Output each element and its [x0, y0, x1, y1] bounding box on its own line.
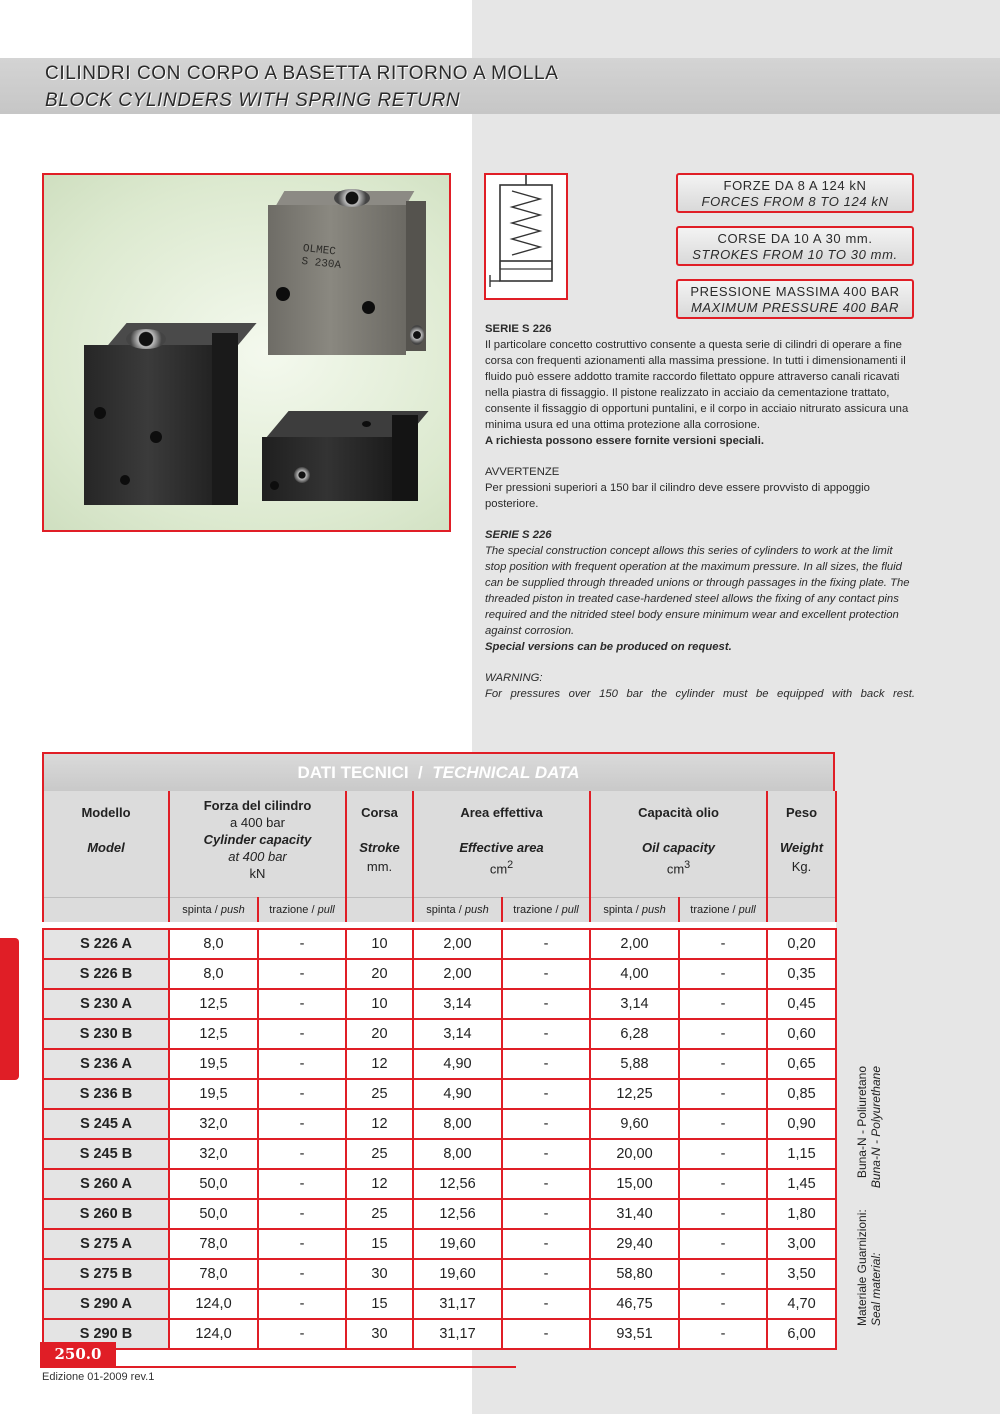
- cell-model: S 236 A: [43, 1049, 169, 1079]
- sub-slash: /: [211, 904, 221, 916]
- cell-stroke: 20: [346, 959, 413, 989]
- spec-pressure-en: MAXIMUM PRESSURE 400 BAR: [690, 300, 899, 315]
- cell-pull: -: [258, 1049, 346, 1079]
- header-stroke: [346, 791, 413, 898]
- cylinder-block-front: [268, 205, 406, 355]
- cell-push: 12,5: [169, 989, 258, 1019]
- piston-ring: [334, 189, 370, 207]
- header-oil: Capacità olio Oil capacity $cm^3$: [590, 791, 767, 898]
- cell-pull: -: [258, 1109, 346, 1139]
- sub-pull-en: pull: [317, 904, 335, 916]
- cell-area-pull: -: [502, 1049, 590, 1079]
- seal-material-note: [855, 1066, 883, 1326]
- cell-area-pull: -: [502, 989, 590, 1019]
- table-row: [43, 959, 836, 989]
- cell-pull: -: [258, 1019, 346, 1049]
- sub-slash: /: [552, 904, 562, 916]
- table-row: [43, 1169, 836, 1199]
- header-area-unit: cm: [489, 861, 508, 877]
- cell-push: 19,5: [169, 1079, 258, 1109]
- table-row: [43, 989, 836, 1019]
- table-row: [43, 1049, 836, 1079]
- section-tab: [0, 938, 19, 1080]
- cell-push: 32,0: [169, 1109, 258, 1139]
- cell-stroke: 10: [346, 929, 413, 959]
- sub-push-en: push: [220, 904, 245, 916]
- cell-area-push: 4,90: [413, 1049, 502, 1079]
- cell-oil-push: 31,40: [590, 1199, 679, 1229]
- cell-oil-pull: -: [679, 1079, 767, 1109]
- cell-stroke: 30: [346, 1319, 413, 1349]
- header-weight-unit: Kg.: [791, 859, 812, 874]
- header-oil-unit: cm: [666, 861, 685, 877]
- header-force: [169, 791, 346, 898]
- table-row: [43, 929, 836, 959]
- header-force-unit: kN: [249, 866, 266, 881]
- table-row: [43, 1019, 836, 1049]
- special-versions-en: Special versions can be produced on request.: [485, 641, 732, 653]
- cell-pull: -: [258, 1139, 346, 1169]
- cell-oil-push: 9,60: [590, 1109, 679, 1139]
- cell-push: 78,0: [169, 1229, 258, 1259]
- cell-model: S 236 B: [43, 1079, 169, 1109]
- stamp-line-2: S 230A: [300, 255, 342, 273]
- subheader-empty: [767, 898, 836, 923]
- header-weight: [767, 791, 836, 898]
- table-header-row: [43, 791, 836, 898]
- edition-text: Edizione 01-2009 rev.1: [42, 1371, 155, 1383]
- cell-model: S 290 B: [43, 1319, 169, 1349]
- header-force-it-sub: a 400 bar: [230, 815, 285, 830]
- cell-area-pull: -: [502, 1319, 590, 1349]
- series-heading-it: SERIE S 226: [485, 323, 552, 335]
- cell-oil-push: 3,14: [590, 989, 679, 1019]
- cell-stroke: 15: [346, 1289, 413, 1319]
- cell-oil-pull: -: [679, 1109, 767, 1139]
- cell-area-pull: -: [502, 1259, 590, 1289]
- description-italian: [485, 321, 915, 512]
- cell-model: S 290 A: [43, 1289, 169, 1319]
- cell-oil-push: 15,00: [590, 1169, 679, 1199]
- cell-model: S 275 A: [43, 1229, 169, 1259]
- spec-pressure: [676, 279, 914, 319]
- cell-pull: -: [258, 1199, 346, 1229]
- mounting-hole: [362, 301, 375, 314]
- cell-pull: -: [258, 1319, 346, 1349]
- subheader-pull: [258, 898, 346, 923]
- cell-area-push: 3,14: [413, 1019, 502, 1049]
- mounting-hole: [270, 481, 279, 490]
- spring-return-cylinder-icon: [486, 175, 566, 298]
- technical-data-table: [42, 752, 835, 1350]
- cell-weight: 3,50: [767, 1259, 836, 1289]
- spec-strokes-en: STROKES FROM 10 TO 30 mm.: [692, 247, 898, 262]
- subheader-pull: [502, 898, 590, 923]
- cell-pull: -: [258, 1079, 346, 1109]
- caption-italian: DATI TECNICI: [297, 763, 409, 782]
- cell-area-push: 31,17: [413, 1289, 502, 1319]
- header-model-en: Model: [87, 840, 125, 855]
- sub-push-it: spinta: [603, 904, 633, 916]
- description-english: [485, 527, 915, 702]
- mounting-hole: [276, 287, 290, 301]
- cell-stroke: 30: [346, 1259, 413, 1289]
- page-title-italian: CILINDRI CON CORPO A BASETTA RITORNO A MOLLA: [45, 63, 559, 84]
- cell-oil-pull: -: [679, 1169, 767, 1199]
- cylinder-block-front: [262, 437, 392, 501]
- cell-stroke: 12: [346, 1049, 413, 1079]
- cell-oil-pull: -: [679, 929, 767, 959]
- cell-area-pull: -: [502, 1169, 590, 1199]
- cell-area-pull: -: [502, 1139, 590, 1169]
- cell-push: 124,0: [169, 1319, 258, 1349]
- header-force-en: Cylinder capacity: [203, 832, 312, 847]
- cell-area-push: 12,56: [413, 1199, 502, 1229]
- table-row: [43, 1109, 836, 1139]
- table-subheader-row: [43, 898, 836, 923]
- cell-area-pull: -: [502, 1229, 590, 1259]
- page-number: 250.0: [40, 1342, 116, 1366]
- cell-push: 19,5: [169, 1049, 258, 1079]
- piston-ring: [126, 329, 166, 349]
- cell-pull: -: [258, 989, 346, 1019]
- mounting-hole: [120, 475, 130, 485]
- table-row: [43, 1259, 836, 1289]
- cell-model: S 245 A: [43, 1109, 169, 1139]
- cell-oil-push: 58,80: [590, 1259, 679, 1289]
- cell-oil-pull: -: [679, 1259, 767, 1289]
- page-title-english: BLOCK CYLINDERS WITH SPRING RETURN: [45, 90, 461, 111]
- mounting-hole: [362, 421, 371, 427]
- sub-pull-it: trazione: [513, 904, 553, 916]
- sub-pull-en: pull: [561, 904, 579, 916]
- cell-stroke: 20: [346, 1019, 413, 1049]
- cell-push: 50,0: [169, 1169, 258, 1199]
- gap-cell: [43, 922, 836, 929]
- series-heading-en: SERIE S 226: [485, 529, 552, 541]
- description-body-it: Il particolare concetto costruttivo consente a questa serie di cilindri di operare a fine corsa con frequenti azionamenti alla massima pressione. In tutti i dimensionamenti il fluido può essere addotto tramite raccordo filettato oppure attraverso canali ricavati nella piastra di fissaggio. Il pistone realizzato in acciaio da cementazione trattato, consente il fissaggio di opportuni puntalini, e il corpo in acciaio nitrurato assicura una minima usura ed una ottima protezione alla corrosione.: [485, 339, 909, 431]
- cell-model: S 260 B: [43, 1199, 169, 1229]
- cell-weight: 4,70: [767, 1289, 836, 1319]
- table-gap-row: [43, 922, 836, 929]
- cell-model: S 226 B: [43, 959, 169, 989]
- cell-weight: 0,45: [767, 989, 836, 1019]
- sub-slash: /: [729, 904, 739, 916]
- product-stamp: [301, 243, 343, 273]
- header-weight-en: Weight: [779, 840, 824, 855]
- subheader-pull: [679, 898, 767, 923]
- table-caption: [42, 752, 835, 791]
- subheader-empty: [346, 898, 413, 923]
- sub-pull-en: pull: [738, 904, 756, 916]
- cell-stroke: 10: [346, 989, 413, 1019]
- warning-title-it: AVVERTENZE: [485, 466, 560, 478]
- warning-text-en: For pressures over 150 bar the cylinder must be equipped with back rest.: [485, 688, 915, 700]
- cell-push: 124,0: [169, 1289, 258, 1319]
- cell-stroke: 15: [346, 1229, 413, 1259]
- sub-push-it: spinta: [426, 904, 456, 916]
- description-body-en: The special construction concept allows this series of cylinders to work at the limit stop position with frequent operation at the maximum pressure. In all sizes, the fluid can be supplied through threaded unions or through passages in the fixing plate. The threaded piston in treated case-hardened steel allows the fixing of any contact pins required and the nitrided steel body ensure minimum wear and excellent protection against corrosion.: [485, 545, 910, 637]
- spec-forces: [676, 173, 914, 213]
- cell-stroke: 12: [346, 1169, 413, 1199]
- sub-pull-it: trazione: [269, 904, 309, 916]
- cell-oil-pull: -: [679, 1319, 767, 1349]
- cell-weight: 0,65: [767, 1049, 836, 1079]
- stamp-line-1: OLMEC: [302, 243, 337, 259]
- cell-weight: 3,00: [767, 1229, 836, 1259]
- cell-model: S 275 B: [43, 1259, 169, 1289]
- cylinder-block-side: [392, 415, 418, 501]
- subheader-empty: [43, 898, 169, 923]
- mounting-hole: [150, 431, 162, 443]
- cell-stroke: 25: [346, 1199, 413, 1229]
- cell-model: S 245 B: [43, 1139, 169, 1169]
- header-stroke-it: Corsa: [361, 805, 398, 820]
- cell-stroke: 12: [346, 1109, 413, 1139]
- cell-pull: -: [258, 1229, 346, 1259]
- spec-pressure-it: PRESSIONE MASSIMA 400 BAR: [690, 284, 900, 299]
- spec-strokes-it: CORSE DA 10 A 30 mm.: [717, 231, 873, 246]
- table-body: [43, 922, 836, 1349]
- cell-weight: 0,20: [767, 929, 836, 959]
- spec-forces-it: FORZE DA 8 A 124 kN: [723, 178, 867, 193]
- cell-oil-pull: -: [679, 1139, 767, 1169]
- table-row: [43, 1289, 836, 1319]
- sub-slash: /: [632, 904, 642, 916]
- cell-oil-push: 5,88: [590, 1049, 679, 1079]
- seal-value-it: Buna-N - Poliuretano: [855, 1066, 869, 1179]
- cell-weight: 0,90: [767, 1109, 836, 1139]
- cell-oil-pull: -: [679, 1019, 767, 1049]
- cell-area-pull: -: [502, 929, 590, 959]
- caption-separator: /: [418, 763, 423, 782]
- subheader-push: [413, 898, 502, 923]
- cell-area-push: 3,14: [413, 989, 502, 1019]
- cell-push: 12,5: [169, 1019, 258, 1049]
- cell-area-pull: -: [502, 1019, 590, 1049]
- table-row: [43, 1319, 836, 1349]
- cell-area-push: 12,56: [413, 1169, 502, 1199]
- header-area-en: Effective area: [459, 840, 544, 855]
- cell-oil-push: 12,25: [590, 1079, 679, 1109]
- header-stroke-en: Stroke: [359, 840, 400, 855]
- cell-pull: -: [258, 959, 346, 989]
- header-force-it: Forza del cilindro: [203, 798, 312, 813]
- data-table: [42, 791, 837, 1350]
- cell-oil-push: 46,75: [590, 1289, 679, 1319]
- cell-oil-push: 20,00: [590, 1139, 679, 1169]
- cell-oil-pull: -: [679, 1229, 767, 1259]
- cell-push: 8,0: [169, 929, 258, 959]
- hydraulic-symbol-box: [484, 173, 568, 300]
- cell-area-push: 8,00: [413, 1109, 502, 1139]
- cell-oil-pull: -: [679, 1199, 767, 1229]
- cell-weight: 1,45: [767, 1169, 836, 1199]
- cell-weight: 0,60: [767, 1019, 836, 1049]
- cell-model: S 230 A: [43, 989, 169, 1019]
- cell-pull: -: [258, 1169, 346, 1199]
- cell-oil-push: 93,51: [590, 1319, 679, 1349]
- header-area: Area effettiva Effective area $cm^2$: [413, 791, 590, 898]
- cell-pull: -: [258, 929, 346, 959]
- cell-pull: -: [258, 1259, 346, 1289]
- cell-area-push: 19,60: [413, 1229, 502, 1259]
- header-model-it: Modello: [81, 805, 131, 820]
- side-port: [410, 325, 424, 345]
- cell-area-pull: -: [502, 1079, 590, 1109]
- sub-push-it: spinta: [182, 904, 212, 916]
- cell-model: S 260 A: [43, 1169, 169, 1199]
- header-oil-it: Capacità olio: [638, 805, 719, 820]
- header-area-it: Area effettiva: [460, 805, 543, 820]
- sub-slash: /: [455, 904, 465, 916]
- table-row: [43, 1199, 836, 1229]
- subheader-push: [590, 898, 679, 923]
- cell-area-push: 19,60: [413, 1259, 502, 1289]
- cell-pull: -: [258, 1289, 346, 1319]
- subheader-push: [169, 898, 258, 923]
- cell-push: 78,0: [169, 1259, 258, 1289]
- sub-push-en: push: [641, 904, 666, 916]
- header-force-en-sub: at 400 bar: [228, 849, 287, 864]
- cell-model: S 226 A: [43, 929, 169, 959]
- cell-oil-push: 4,00: [590, 959, 679, 989]
- cell-area-pull: -: [502, 1289, 590, 1319]
- cell-oil-pull: -: [679, 989, 767, 1019]
- sub-push-en: push: [464, 904, 489, 916]
- warning-text-it: Per pressioni superiori a 150 bar il cilindro deve essere provvisto di appoggio posteriore.: [485, 482, 870, 510]
- cell-weight: 1,15: [767, 1139, 836, 1169]
- spec-strokes: [676, 226, 914, 266]
- header-weight-it: Peso: [785, 805, 818, 820]
- cell-oil-push: 29,40: [590, 1229, 679, 1259]
- seal-value-en: Buna-N - Polyurethane: [869, 1066, 883, 1189]
- cell-weight: 1,80: [767, 1199, 836, 1229]
- cylinder-block-front: [84, 345, 212, 505]
- table-row: [43, 1139, 836, 1169]
- cell-oil-push: 2,00: [590, 929, 679, 959]
- cell-push: 50,0: [169, 1199, 258, 1229]
- sub-slash: /: [308, 904, 318, 916]
- cell-area-push: 8,00: [413, 1139, 502, 1169]
- cell-area-push: 2,00: [413, 929, 502, 959]
- cell-area-push: 31,17: [413, 1319, 502, 1349]
- seal-label-it: Materiale Guarnizioni:: [855, 1209, 869, 1326]
- cell-stroke: 25: [346, 1139, 413, 1169]
- cylinder-block-side: [212, 333, 238, 505]
- table-row: [43, 1229, 836, 1259]
- cell-model: S 230 B: [43, 1019, 169, 1049]
- cell-oil-pull: -: [679, 1289, 767, 1319]
- seal-label-en: Seal material:: [869, 1252, 883, 1326]
- special-versions-it: A richiesta possono essere fornite versioni speciali.: [485, 435, 764, 447]
- cell-oil-pull: -: [679, 1049, 767, 1079]
- warning-title-en: WARNING:: [485, 672, 543, 684]
- cell-oil-pull: -: [679, 959, 767, 989]
- cell-weight: 0,35: [767, 959, 836, 989]
- cell-area-pull: -: [502, 959, 590, 989]
- cell-area-push: 2,00: [413, 959, 502, 989]
- spec-forces-en: FORCES FROM 8 TO 124 kN: [701, 194, 889, 209]
- cell-area-push: 4,90: [413, 1079, 502, 1109]
- side-port: [294, 467, 310, 483]
- cell-weight: 6,00: [767, 1319, 836, 1349]
- product-photo: [42, 173, 451, 532]
- header-stroke-unit: mm.: [366, 859, 393, 874]
- cell-push: 8,0: [169, 959, 258, 989]
- cell-push: 32,0: [169, 1139, 258, 1169]
- mounting-hole: [94, 407, 106, 419]
- caption-english: TECHNICAL DATA: [432, 763, 580, 782]
- cell-area-pull: -: [502, 1199, 590, 1229]
- sub-pull-it: trazione: [690, 904, 730, 916]
- cell-stroke: 25: [346, 1079, 413, 1109]
- cell-oil-push: 6,28: [590, 1019, 679, 1049]
- table-row: [43, 1079, 836, 1109]
- header-model: [43, 791, 169, 898]
- title-band: [0, 58, 1000, 114]
- header-oil-en: Oil capacity: [642, 840, 716, 855]
- cell-weight: 0,85: [767, 1079, 836, 1109]
- cell-area-pull: -: [502, 1109, 590, 1139]
